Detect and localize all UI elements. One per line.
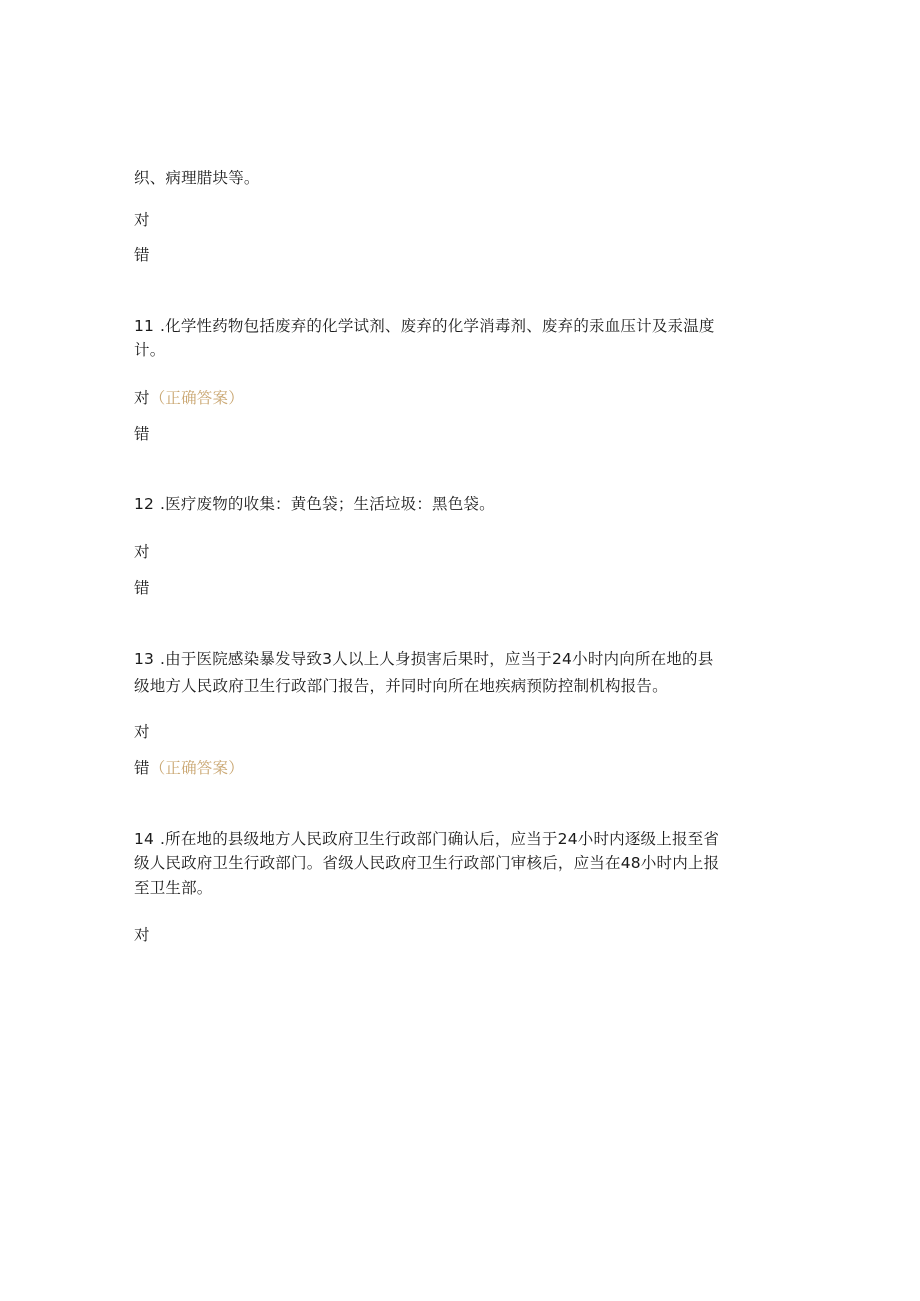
option-label: 对 [134, 389, 150, 407]
question-13-line-1 [134, 647, 713, 671]
intro-option-b[interactable]: 错 [134, 246, 150, 264]
question-11-line-2: 计。 [134, 341, 166, 359]
question-number: 11 [134, 317, 155, 335]
question-text: .化学性药物包括废弃的化学试剂、废弃的化学消毒剂、废弃的汞血压计及汞温度 [160, 317, 715, 335]
intro-option-a[interactable]: 对 [134, 211, 150, 229]
question-14-option-a[interactable]: 对 [134, 926, 150, 944]
correct-answer-tag: （正确答案） [149, 389, 244, 407]
question-13-option-b[interactable] [134, 756, 244, 780]
question-14-line-3: 至卫生部。 [134, 879, 213, 897]
question-number: 13 [134, 650, 155, 668]
question-text: .所在地的县级地方人民政府卫生行政部门确认后，应当于24小时内逐级上报至省 [160, 830, 720, 848]
question-14-line-1 [134, 827, 719, 851]
question-11-option-a[interactable] [134, 386, 244, 410]
question-12-line-1 [134, 492, 495, 516]
question-11-line-1 [134, 314, 715, 338]
correct-answer-tag: （正确答案） [149, 759, 244, 777]
question-text: .由于医院感染暴发导致3人以上人身损害后果时，应当于24小时内向所在地的县 [160, 650, 714, 668]
question-12-option-a[interactable]: 对 [134, 543, 150, 561]
question-number: 12 [134, 495, 155, 513]
question-13-line-2: 级地方人民政府卫生行政部门报告，并同时向所在地疾病预防控制机构报告。 [134, 677, 668, 695]
question-14-line-2: 级人民政府卫生行政部门。省级人民政府卫生行政部门审核后，应当在48小时内上报 [134, 854, 720, 872]
question-number: 14 [134, 830, 155, 848]
question-12-option-b[interactable]: 错 [134, 579, 150, 597]
question-13-option-a[interactable]: 对 [134, 723, 150, 741]
option-label: 错 [134, 759, 150, 777]
question-text: .医疗废物的收集：黄色袋；生活垃圾：黑色袋。 [160, 495, 495, 513]
question-11-option-b[interactable]: 错 [134, 425, 150, 443]
intro-text: 织、病理腊块等。 [134, 169, 260, 187]
